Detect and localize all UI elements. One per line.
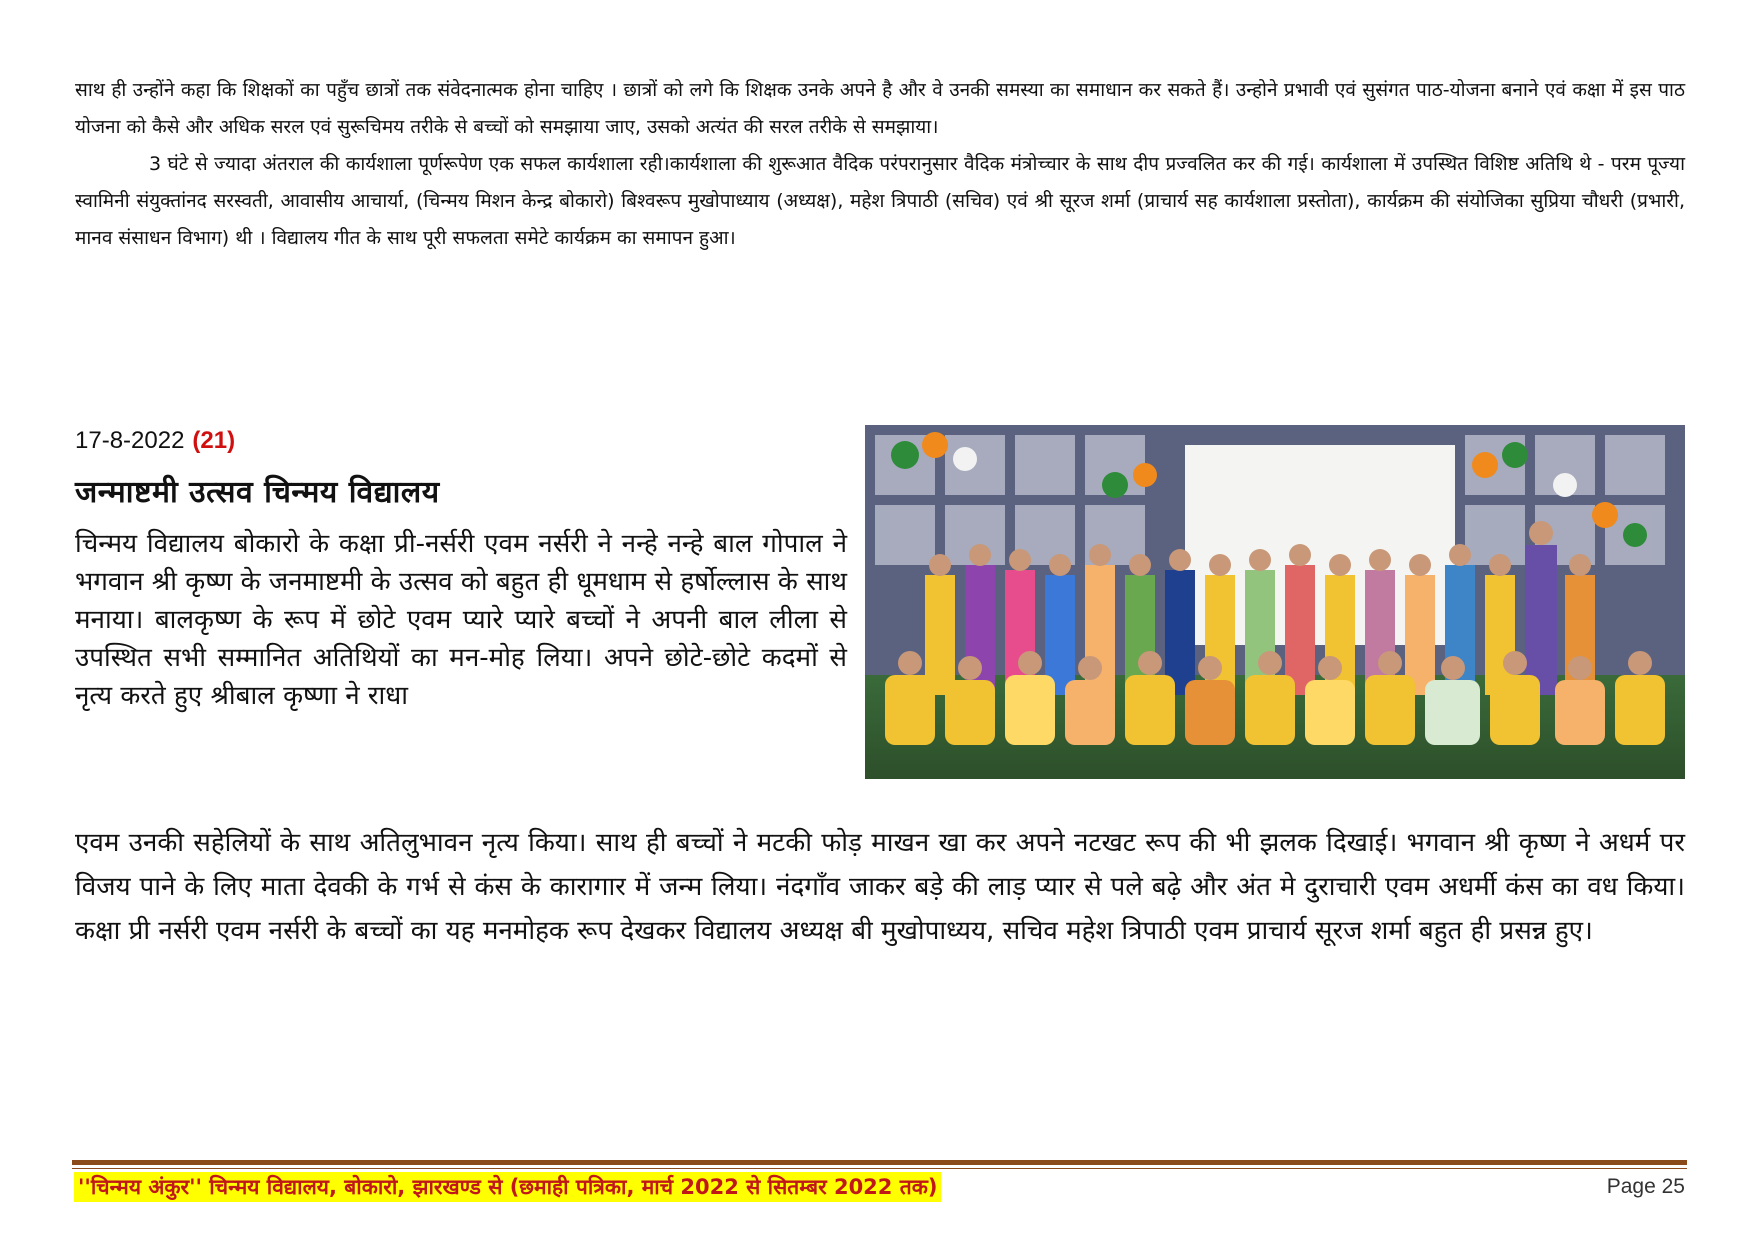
footer-rule-thin [72,1168,1687,1169]
intro-text [75,72,1685,257]
event-body-column-text: चिन्मय विद्यालय बोकारो के कक्षा प्री-नर्सरी एवम नर्सरी ने नन्हे नन्हे बाल गोपाल ने भगवान श्री कृष्ण के जनमाष्टमी के उत्सव को बहुत ही धूमधाम से हर्षोल्लास के साथ मनाया। बालकृष्ण के रूप में छोटे एवम प्यारे प्यारे बच्चों ने अपनी बाल लीला से उपस्थित सभी सम्मानित अतिथियों का मन-मोह लिया। अपने छोटे-छोटे कदमों से नृत्य करते हुए श्रीबाल कृष्णा ने राधा [75,529,847,711]
footer-publication-line: ''चिन्मय अंकुर'' चिन्मय विद्यालय, बोकारो, झारखण्ड से (छमाही पत्रिका, मार्च 2022 से सितम्बर 2022 तक) [74,1172,941,1202]
children-group-photo [865,425,1685,779]
intro-paragraph-1: साथ ही उन्होंने कहा कि शिक्षकों का पहुँच छात्रों तक संवेदनात्मक होना चाहिए । छात्रों को लगे कि शिक्षक उनके अपने है और वे उनकी समस्या का समाधान कर सकते हैं। उन्होने प्रभावी एवं सुसंगत पाठ-योजना बनाने एवं कक्षा में इस पाठ योजना को कैसे और अधिक सरल एवं सुरूचिमय तरीके से बच्चों को समझाया जाए, उसको अत्यंत की सरल तरीके से समझाया। [75,79,1685,138]
footer-rule-thick [72,1160,1687,1165]
event-body-full [75,821,1685,953]
event-body-column [75,525,847,715]
event-number: (21) [192,427,236,454]
event-body-full-text: एवम उनकी सहेलियों के साथ अतिलुभावन नृत्य किया। साथ ही बच्चों ने मटकी फोड़ माखन खा कर अपने नटखट रूप की भी झलक दिखाई। भगवान श्री कृष्ण ने अधर्म पर विजय पाने के लिए माता देवकी के गर्भ से कंस के कारागार में जन्म लिया। नंदगाँव जाकर बड़े की लाड़ प्यार से पले बढ़े और अंत मे दुराचारी एवम अधर्मी कंस का वध किया। कक्षा प्री नर्सरी एवम नर्सरी के बच्चों का यह मनमोहक रूप देखकर विद्यालय अध्यक्ष बी मुखोपाध्यय, सचिव महेश त्रिपाठी एवम प्राचार्य सूरज शर्मा बहुत ही प्रसन्न हुए। [75,828,1685,946]
event-photo [865,425,1685,779]
intro-paragraph-2: 3 घंटे से ज्यादा अंतराल की कार्यशाला पूर्णरूपेण एक सफल कार्यशाला रही।कार्यशाला की शुरूआत वैदिक परंपरानुसार वैदिक मंत्रोच्चार के साथ दीप प्रज्वलित कर की गई। कार्यशाला में उपस्थित विशिष्ट अतिथि थे - परम पूज्या स्वामिनी संयुक्तांनद सरस्वती, आवासीय आचार्या, (चिन्मय मिशन केन्द्र बोकारो) बिश्वरूप मुखोपाध्याय (अध्यक्ष), महेश त्रिपाठी (सचिव) एवं श्री सूरज शर्मा (प्राचार्य सह कार्यशाला प्रस्तोता), कार्यक्रम की संयोजिका सुप्रिया चौधरी (प्रभारी, मानव संसाधन विभाग) थी । विद्यालय गीत के साथ पूरी सफलता समेटे कार्यक्रम का समापन हुआ। [75,153,1685,249]
page-number: Page 25 [1606,1175,1685,1198]
event-title: जन्माष्टमी उत्सव चिन्मय विद्यालय [75,475,440,510]
event-header [75,427,235,455]
event-date: 17-8-2022 [75,427,185,454]
